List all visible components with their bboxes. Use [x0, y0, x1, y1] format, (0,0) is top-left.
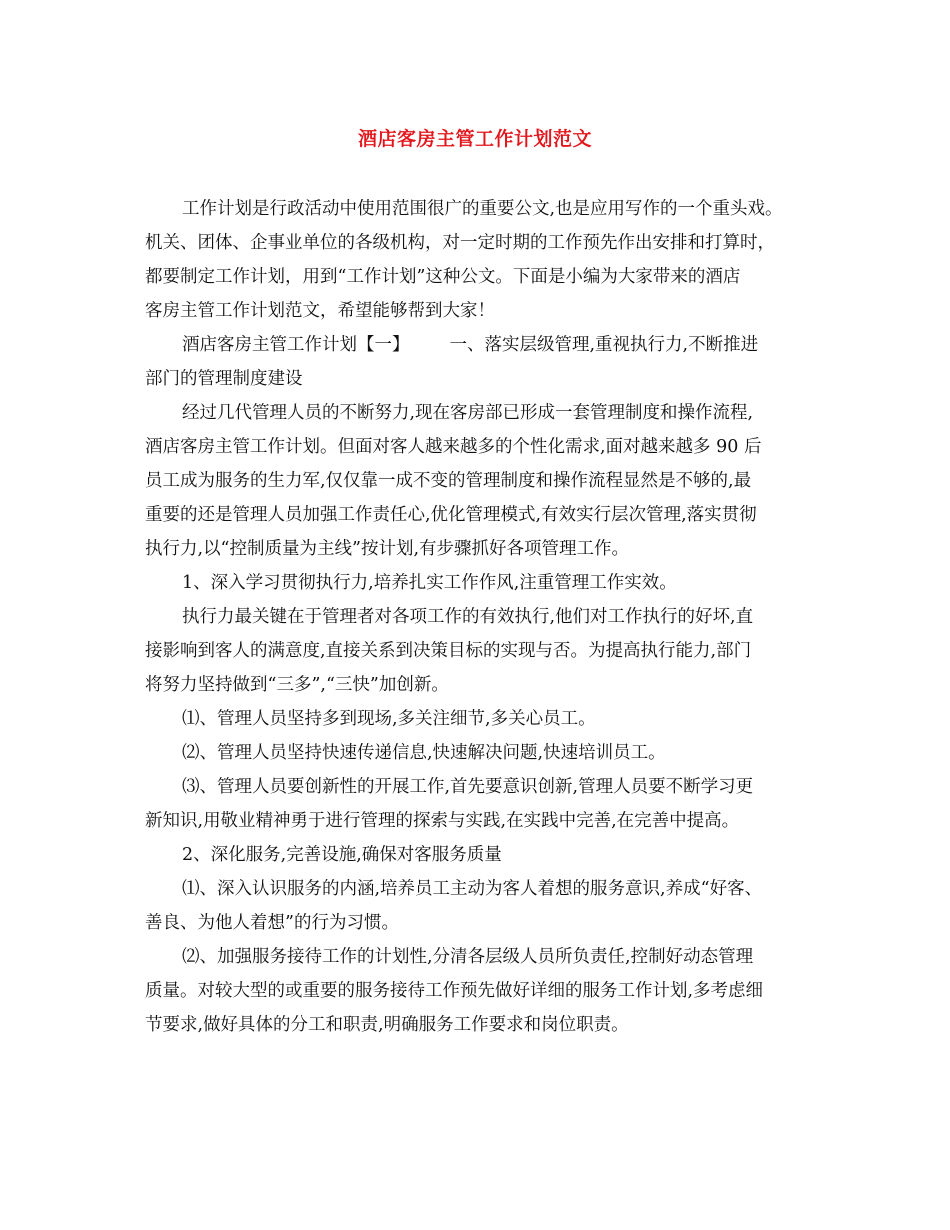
- paragraph-line: 将努力坚持做到“三多”,“三快”加创新。: [145, 675, 449, 695]
- paragraph-line: 节要求,做好具体的分工和职责,明确服务工作要求和岗位职责。: [145, 1015, 629, 1035]
- paragraph-line: 部门的管理制度建设: [145, 369, 303, 389]
- paragraph-line: 工作计划是行政活动中使用范围很广的重要公文,也是应用写作的一个重头戏。: [182, 199, 783, 219]
- document-title: 酒店客房主管工作计划范文: [357, 128, 592, 150]
- paragraph-line: 2、深化服务,完善设施,确保对客服务质量: [182, 845, 502, 865]
- plan-heading: 酒店客房主管工作计划【一】: [182, 335, 410, 355]
- paragraph-line: 经过几代管理人员的不断努力,现在客房部已形成一套管理制度和操作流程,: [182, 403, 754, 423]
- section-heading-line: [145, 328, 823, 362]
- section-heading: 一、落实层级管理,重视执行力,不断推进: [449, 335, 759, 355]
- paragraph-line: 接影响到客人的满意度,直接关系到决策目标的实现与否。为提高执行能力,部门: [145, 641, 752, 661]
- paragraph-line: 客房主管工作计划范文，希望能够帮到大家！: [145, 301, 495, 321]
- paragraph-line: 重要的还是管理人员加强工作责任心,优化管理模式,有效实行层次管理,落实贯彻: [145, 505, 757, 525]
- paragraph-line: ⑵、加强服务接待工作的计划性,分清各层级人员所负责任,控制好动态管理: [182, 947, 754, 967]
- paragraph-line: 员工成为服务的生力军,仅仅靠一成不变的管理制度和操作流程显然是不够的,最: [145, 471, 752, 491]
- paragraph-line: ⑶、管理人员要创新性的开展工作,首先要意识创新,管理人员要不断学习更: [182, 777, 754, 797]
- paragraph-line: 新知识,用敬业精神勇于进行管理的探索与实践,在实践中完善,在完善中提高。: [145, 811, 740, 831]
- paragraph-line: ⑴、管理人员坚持多到现场,多关注细节,多关心员工。: [182, 709, 596, 729]
- paragraph-line: 酒店客房主管工作计划。但面对客人越来越多的个性化需求,面对越来越多 90 后: [145, 437, 762, 457]
- paragraph-line: 执行力,以“控制质量为主线”按计划,有步骤抓好各项管理工作。: [145, 539, 630, 559]
- document-body: [145, 192, 823, 1042]
- paragraph-line: 善良、为他人着想”的行为习惯。: [145, 913, 399, 933]
- paragraph-line: ⑵、管理人员坚持快速传递信息,快速解决问题,快速培训员工。: [182, 743, 666, 763]
- paragraph-line: 质量。对较大型的或重要的服务接待工作预先做好详细的服务工作计划,多考虑细: [145, 981, 764, 1001]
- paragraph-line: ⑴、深入认识服务的内涵,培养员工主动为客人着想的服务意识,养成“好客、: [182, 879, 763, 899]
- paragraph-line: 机关、团体、企事业单位的各级机构，对一定时期的工作预先作出安排和打算时，: [145, 233, 775, 253]
- paragraph-line: 1、深入学习贯彻执行力,培养扎实工作作风,注重管理工作实效。: [182, 573, 677, 593]
- paragraph-line: 都要制定工作计划，用到“工作计划”这种公文。下面是小编为大家带来的酒店: [145, 267, 741, 287]
- paragraph-line: 执行力最关键在于管理者对各项工作的有效执行,他们对工作执行的好坏,直: [182, 607, 754, 627]
